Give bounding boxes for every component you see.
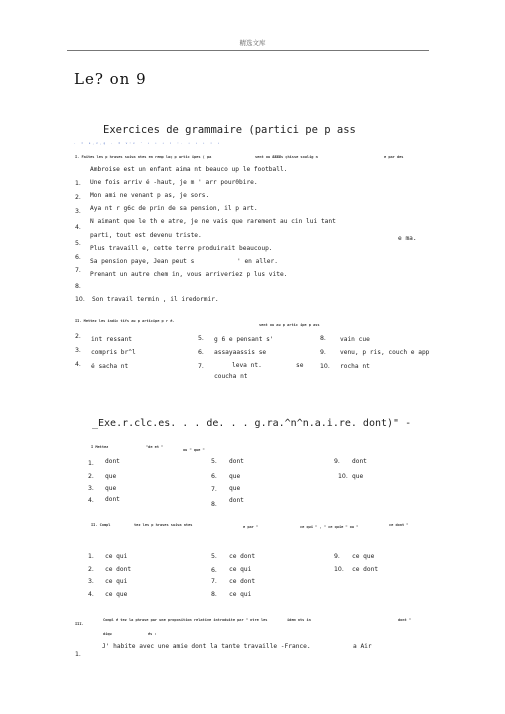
- ex1-sentence: Mon ami ne venant p as, je sors.: [90, 192, 210, 199]
- ex2-answer: assayaassis se: [214, 349, 267, 356]
- ex3-answer: dont: [229, 458, 244, 465]
- ex1-sentence: Sa pension paye, Jean peut s: [90, 258, 195, 265]
- ex3-answer: que: [105, 473, 117, 480]
- ex2-number: 2.: [75, 333, 81, 340]
- ex1-sentence: parti, tout est devenu triste.: [90, 232, 202, 239]
- ex1-number: 6.: [75, 254, 81, 261]
- ex5-instruction-d: diqu: [103, 632, 112, 636]
- ex1-instruction-a: I. Faites les p hrases suiva ntes en remp laç p artic ipes ( pa: [75, 155, 212, 159]
- ex2-instruction-b: sent ou au p artic ipe p ass: [259, 323, 320, 327]
- ex3-answer: que: [229, 473, 241, 480]
- ex5-instruction-b: idem nts in: [287, 618, 311, 622]
- ex3-answer: dont: [352, 458, 367, 465]
- ex4-instruction-d: ce qui " , " ce quie " ou ": [300, 525, 359, 529]
- ex1-number: 2.: [75, 194, 81, 201]
- ex3-number: 4.: [88, 497, 94, 504]
- ex4-number: 5.: [211, 553, 217, 560]
- ex2-number: 3.: [75, 347, 81, 354]
- ex2-answer: rocha nt: [340, 363, 370, 370]
- ex1-sentence-tail: e ma.: [398, 235, 417, 242]
- ex1-instruction-b: sent ou ÆÆÆÆs çhisse soulig n: [255, 155, 318, 159]
- ex2-answer: é sacha nt: [91, 363, 129, 370]
- ex3-number: 3.: [88, 485, 94, 492]
- ex5-number: 1.: [75, 651, 81, 658]
- ex4-number: 2.: [88, 566, 94, 573]
- ex2-answer: coucha nt: [214, 373, 248, 380]
- ex2-answer: vain cue: [340, 336, 370, 343]
- ex4-answer: ce qui: [105, 553, 128, 560]
- ex1-number: 10.: [75, 296, 85, 303]
- ex3-number: 1.: [88, 460, 94, 467]
- ex3-answer: que: [229, 485, 241, 492]
- ex4-answer: ce que: [352, 553, 375, 560]
- ex1-number: 7.: [75, 267, 81, 274]
- ex4-answer: ce dont: [105, 566, 132, 573]
- ex4-number: 4.: [88, 591, 94, 598]
- ex4-instruction-a: II. Compl: [91, 523, 111, 527]
- ex5-instruction-c: dont ": [398, 618, 411, 622]
- ex1-sentence: Plus travaill e, cette terre produirait beaucoup.: [90, 245, 273, 252]
- ex3-answer: que: [105, 485, 117, 492]
- ex4-number: 10.: [334, 566, 344, 573]
- ex4-answer: ce qui: [105, 578, 128, 585]
- ex2-number: 9.: [320, 349, 326, 356]
- ex4-instruction-e: ce dont ": [389, 523, 409, 527]
- ex5-instruction-a: Compl é tez la phrase par une proposition relative introduite par " ntre les: [103, 618, 268, 622]
- ex2-answer-tail: se: [296, 362, 304, 369]
- ex2-number: 7.: [198, 363, 204, 370]
- ex1-sentence: Prenant un autre chem in, vous arriveriez p lus vite.: [90, 271, 288, 278]
- ex1-sentence: Une fois arriv é -haut, je m ' arr pour0bire.: [90, 179, 258, 186]
- ex4-number: 1.: [88, 553, 94, 560]
- ex2-number: 5.: [198, 335, 204, 342]
- ex2-answer: venu, p ris, couch e app: [340, 349, 430, 356]
- ex4-answer: ce dont: [229, 578, 256, 585]
- ex1-sentence-tail: ' en aller.: [237, 258, 278, 265]
- ex1-sentence: N aimant que le th e atre, je ne vais que rarement au cin lui tant: [90, 218, 336, 225]
- ex2-answer: int ressant: [91, 336, 132, 343]
- ex3-answer: que: [352, 473, 364, 480]
- ex1-sentence: Son travail termin , il iredormir.: [92, 296, 219, 303]
- ex4-instruction-b: tez les p hrases suiva ntes: [134, 523, 193, 527]
- ex1-sentence: Ambroise est un enfant aima nt beauco up le football.: [90, 166, 288, 173]
- ex4-number: 9.: [334, 553, 340, 560]
- ex3-instruction-c: ou " que ": [183, 448, 205, 452]
- ex4-answer: ce dont: [229, 553, 256, 560]
- ex5-instruction-e: és :: [148, 632, 157, 636]
- ex3-number: 6.: [211, 473, 217, 480]
- ex2-answer: leva nt.: [232, 362, 262, 369]
- ex4-instruction-c: e par ": [243, 525, 259, 529]
- ex4-number: 3.: [88, 578, 94, 585]
- ex3-number: 2.: [88, 473, 94, 480]
- ex4-answer: ce que: [105, 591, 128, 598]
- ex2-number: 4.: [75, 361, 81, 368]
- ex3-answer: dont: [229, 497, 244, 504]
- ex3-number: 10.: [338, 473, 348, 480]
- ex1-number: 5.: [75, 240, 81, 247]
- ex5-roman-numeral: III.: [75, 622, 84, 626]
- ex1-number: 8.: [75, 283, 81, 290]
- ex4-answer: ce dont: [352, 566, 379, 573]
- ex3-instruction-b: "de et ": [146, 445, 164, 449]
- ex3-number: 8.: [211, 501, 217, 508]
- ex1-number: 4.: [75, 224, 81, 231]
- ex1-instruction-c: e par des: [384, 155, 404, 159]
- ex1-number: 3.: [75, 208, 81, 215]
- ex3-number: 7.: [211, 486, 217, 493]
- ex3-number: 5.: [211, 458, 217, 465]
- ex3-instruction-a: I Mettez: [91, 445, 109, 449]
- ex1-title: Exercices de grammaire (partici pe p ass: [103, 124, 356, 136]
- ex2-number: 10.: [320, 363, 330, 370]
- ex1-number: 1.: [75, 180, 81, 187]
- ex4-answer: ce qui: [229, 591, 252, 598]
- ex2-instruction-a: II. Mettez les indic tifs au p articipe p r é.: [75, 319, 175, 323]
- ex3-answer: dont: [105, 458, 120, 465]
- ex4-number: 8.: [211, 591, 217, 598]
- ex5-sentence-tail: a Air: [353, 643, 372, 650]
- ex1-sentence: Aya nt r g6c de prin de sa pension, il p art.: [90, 205, 258, 212]
- ex3-answer: dont: [105, 496, 120, 503]
- ex1-faint-line: · = s,z,g · I v:v ’ • • • ∙ :. • • • ∙ •: [74, 141, 222, 145]
- ex4-answer: ce qui: [229, 566, 252, 573]
- ex2-number: 6.: [198, 349, 204, 356]
- lesson-title: Le? on 9: [74, 70, 147, 88]
- ex3-title: _Exe.r.clc.es. . . de. . . g.ra.^n^n.a.i.re. dont)" -: [92, 418, 412, 429]
- ex2-number: 8.: [320, 335, 326, 342]
- page-header: 精选文库: [239, 39, 266, 47]
- ex2-answer: compris br^l: [91, 349, 136, 356]
- ex3-number: 9.: [334, 458, 340, 465]
- ex4-number: 6.: [211, 567, 217, 574]
- ex5-sentence: J' habite avec une amie dont la tante travaille -France.: [102, 643, 311, 650]
- ex4-number: 7.: [211, 578, 217, 585]
- header-rule: [67, 50, 429, 51]
- ex2-answer: g 6 e pensant s': [214, 336, 274, 343]
